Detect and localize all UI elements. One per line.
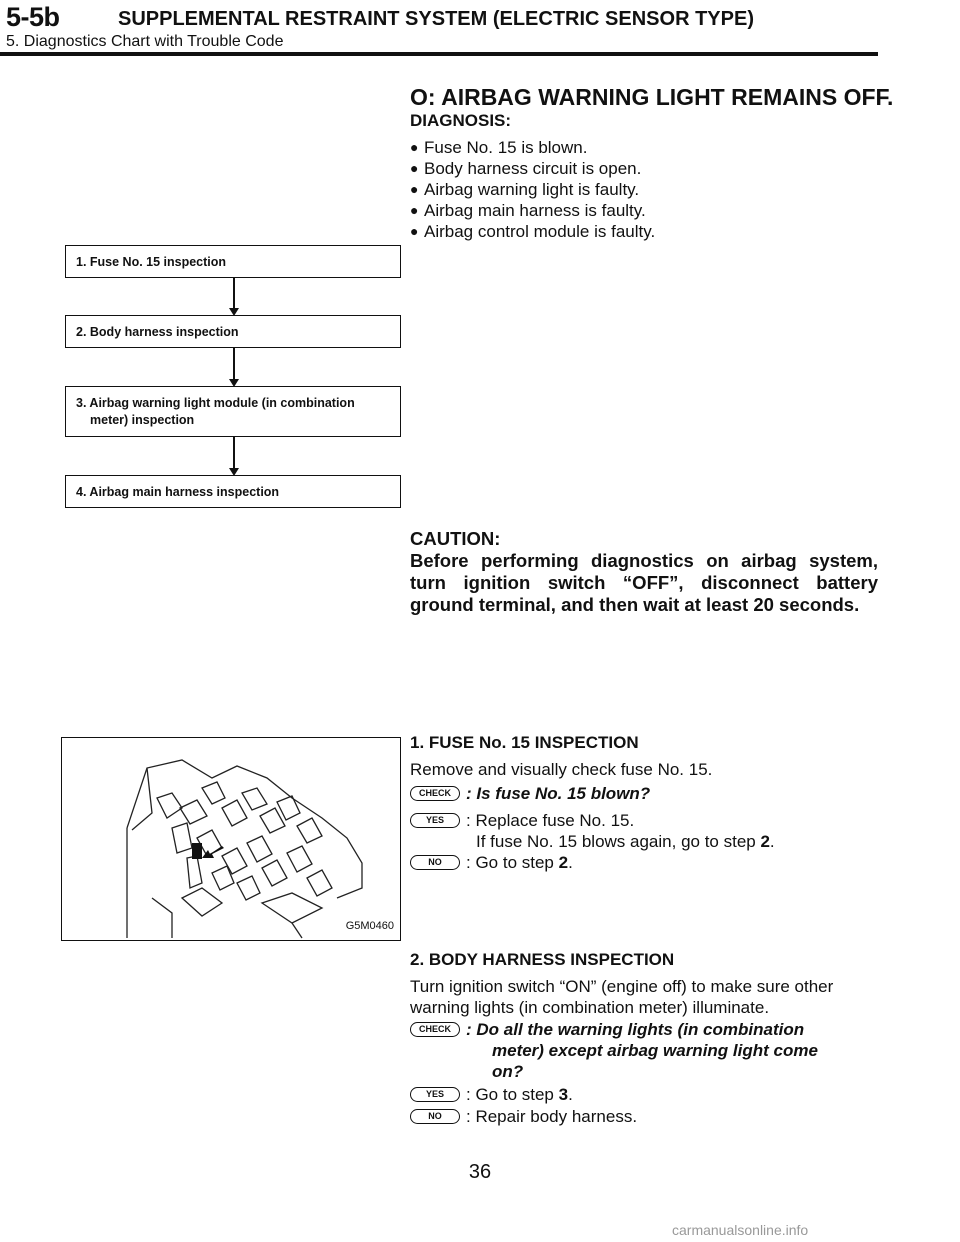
step1-title: 1. FUSE No. 15 INSPECTION [410, 733, 639, 752]
bullet-icon: ● [410, 160, 419, 176]
caution-note [410, 528, 878, 616]
flow-step-4: 4. Airbag main harness inspection [65, 475, 401, 508]
flow-step-2: 2. Body harness inspection [65, 315, 401, 348]
diagnosis-label: DIAGNOSIS: [410, 111, 512, 130]
step2-check-line3: on? [492, 1062, 524, 1081]
step2-check-line2: meter) except airbag warning light come [492, 1041, 818, 1060]
step2-no-row [410, 1106, 880, 1127]
step2-title: 2. BODY HARNESS INSPECTION [410, 950, 675, 969]
page-header-subtitle: 5. Diagnostics Chart with Trouble Code [6, 33, 284, 50]
step2-yes-text: : Go to step 3. [466, 1085, 573, 1104]
diagnosis-item: ● Airbag control module is faulty. [410, 222, 656, 241]
figure-label: G5M0460 [345, 920, 394, 932]
flow-step-1: 1. Fuse No. 15 inspection [65, 245, 401, 278]
step1-no-text: : Go to step 2. [466, 853, 573, 872]
check-badge-icon: CHECK [410, 1022, 460, 1037]
page-number: 36 [468, 1161, 492, 1183]
bullet-icon: ● [410, 139, 419, 155]
flow-arrow-icon [233, 437, 235, 474]
flow-step-3: 3. Airbag warning light module (in combination meter) inspection [65, 386, 401, 437]
step2-check-line1: : Do all the warning lights (in combination [466, 1020, 805, 1039]
bullet-icon: ● [410, 181, 419, 197]
page-header-title: SUPPLEMENTAL RESTRAINT SYSTEM (ELECTRIC SENSOR TYPE) [118, 8, 754, 30]
step2-instruction: Turn ignition switch “ON” (engine off) to make sure other warning lights (in combination meter) illuminate. [410, 977, 834, 1017]
step2-check-row [410, 1019, 880, 1082]
step1-check-row [410, 783, 880, 804]
step1-check-question: : Is fuse No. 15 blown? [466, 784, 651, 803]
fuse-box-figure [61, 737, 401, 941]
flow-arrow-icon [233, 278, 235, 314]
bullet-icon: ● [410, 202, 419, 218]
watermark: carmanualsonline.info [672, 1222, 809, 1238]
bullet-icon: ● [410, 223, 419, 239]
step1-yes-line1: : Replace fuse No. 15. [466, 811, 635, 830]
section-title: O: AIRBAG WARNING LIGHT REMAINS OFF. [410, 84, 894, 110]
yes-badge-icon: YES [410, 1087, 460, 1102]
check-badge-icon: CHECK [410, 786, 460, 801]
step1-yes-line2: If fuse No. 15 blows again, go to step 2. [476, 832, 775, 851]
diagnosis-item: ● Airbag main harness is faulty. [410, 201, 646, 220]
diagnosis-item: ● Fuse No. 15 is blown. [410, 138, 588, 157]
diagnosis-item: ● Body harness circuit is open. [410, 159, 642, 178]
section-code: 5-5b [6, 2, 60, 32]
step1-no-row [410, 852, 880, 873]
diagnosis-item: ● Airbag warning light is faulty. [410, 180, 640, 199]
caution-text: Before performing diagnostics on airbag system, turn ignition switch “OFF”, disconnect battery ground terminal, and then wait at least 20 seconds. [410, 550, 878, 615]
flow-arrow-icon [233, 348, 235, 385]
no-badge-icon: NO [410, 855, 460, 870]
caution-label: CAUTION: [410, 528, 501, 549]
no-badge-icon: NO [410, 1109, 460, 1124]
yes-badge-icon: YES [410, 813, 460, 828]
step2-no-text: : Repair body harness. [466, 1107, 638, 1126]
step1-instruction: Remove and visually check fuse No. 15. [410, 760, 713, 779]
step1-yes-row [410, 810, 880, 852]
header-rule [0, 52, 878, 56]
step2-yes-row [410, 1084, 880, 1105]
fuse-box-illustration [62, 738, 399, 939]
diagnosis-list [410, 137, 870, 242]
